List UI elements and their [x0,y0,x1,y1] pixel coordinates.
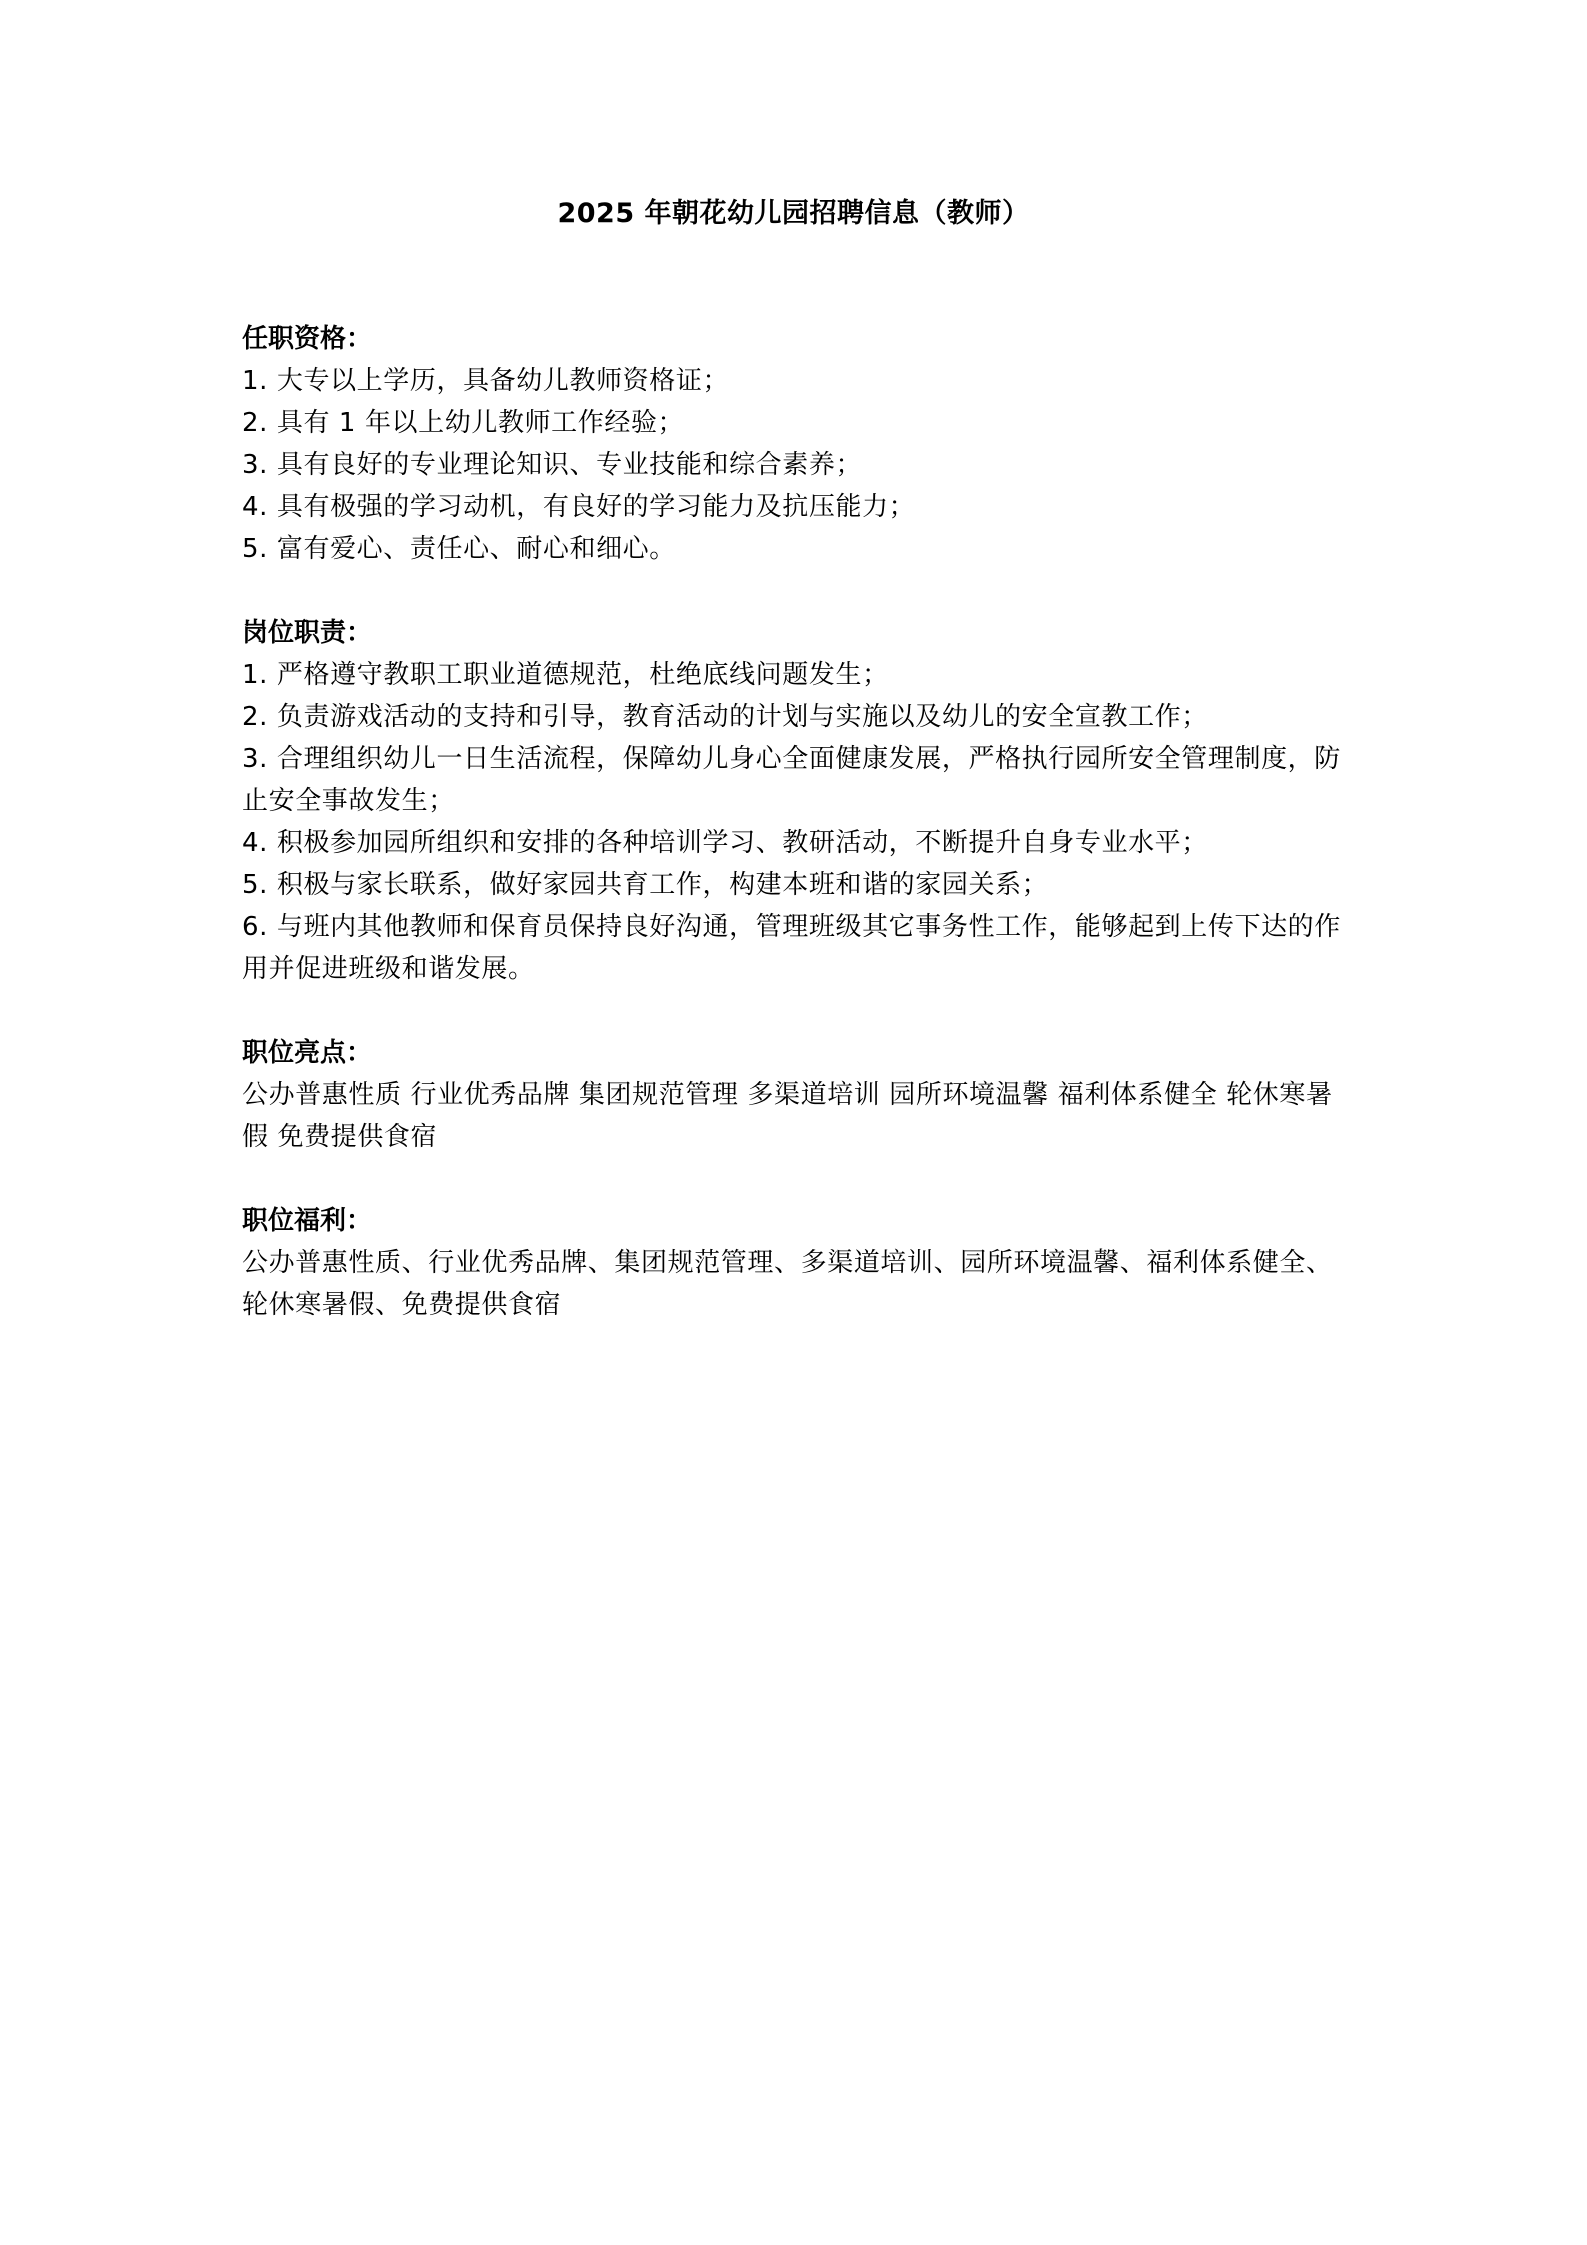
benefits-text: 公办普惠性质、行业优秀品牌、集团规范管理、多渠道培训、园所环境温馨、福利体系健全、轮休寒暑假、免费提供食宿 [242,1248,1333,1320]
section-qualifications [242,318,1357,570]
highlights-text: 公办普惠性质 行业优秀品牌 集团规范管理 多渠道培训 园所环境温馨 福利体系健全 轮休寒暑假 免费提供食宿 [242,1080,1333,1152]
list-item: 5. 积极与家长联系，做好家园共育工作，构建本班和谐的家园关系； [242,870,1049,900]
list-item: 3. 合理组织幼儿一日生活流程，保障幼儿身心全面健康发展，严格执行园所安全管理制度，防止安全事故发生； [242,744,1341,816]
qualifications-list [242,360,1357,570]
section-highlights [242,1032,1357,1158]
section-heading-benefits: 职位福利： [242,1206,373,1236]
list-item: 2. 负责游戏活动的支持和引导，教育活动的计划与实施以及幼儿的安全宣教工作； [242,702,1208,732]
document-body [242,318,1357,1368]
section-heading-qualifications: 任职资格： [242,324,373,354]
list-item: 5. 富有爱心、责任心、耐心和细心。 [242,534,676,564]
list-item: 3. 具有良好的专业理论知识、专业技能和综合素养； [242,450,863,480]
section-heading-highlights: 职位亮点： [242,1038,373,1068]
list-item: 2. 具有 1 年以上幼儿教师工作经验； [242,408,685,438]
list-item: 1. 严格遵守教职工职业道德规范，杜绝底线问题发生； [242,660,889,690]
section-duties [242,612,1357,990]
list-item: 1. 大专以上学历，具备幼儿教师资格证； [242,366,730,396]
section-heading-duties: 岗位职责： [242,618,373,648]
document-title: 2025 年朝花幼儿园招聘信息（教师） [557,198,1030,229]
section-benefits [242,1200,1357,1326]
list-item: 4. 具有极强的学习动机，有良好的学习能力及抗压能力； [242,492,916,522]
list-item: 4. 积极参加园所组织和安排的各种培训学习、教研活动，不断提升自身专业水平； [242,828,1208,858]
duties-list [242,654,1357,990]
list-item: 6. 与班内其他教师和保育员保持良好沟通，管理班级其它事务性工作，能够起到上传下达的作用并促进班级和谐发展。 [242,912,1341,984]
